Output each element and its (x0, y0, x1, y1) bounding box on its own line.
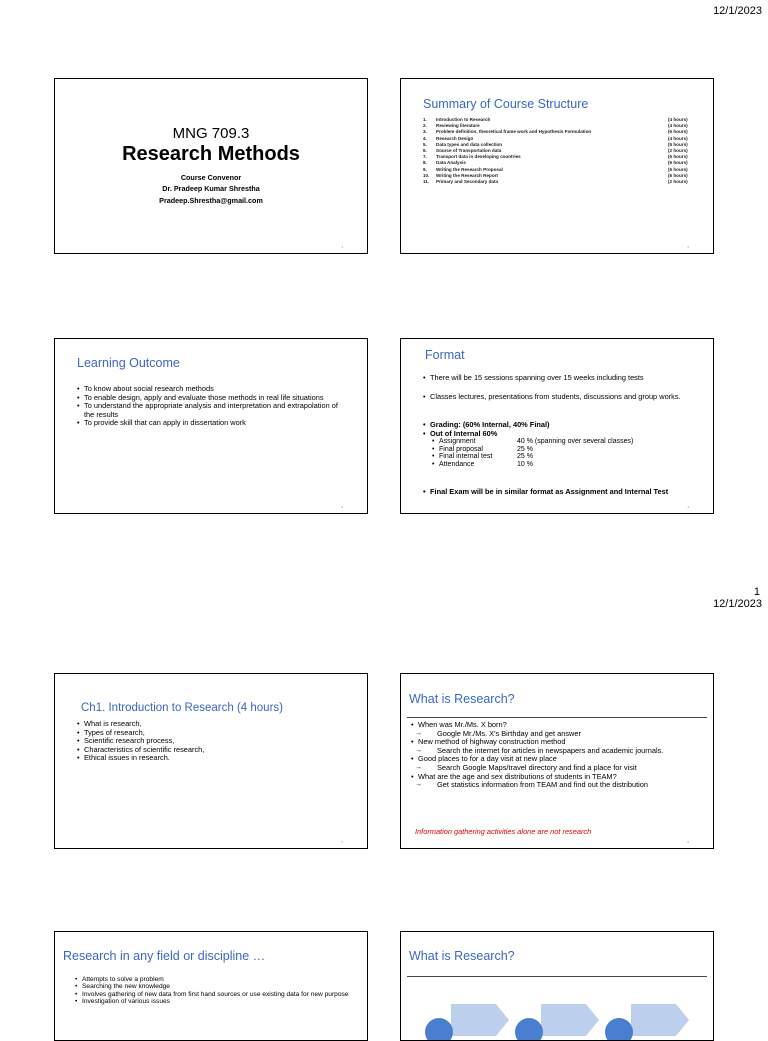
row-number: 11. (423, 179, 430, 185)
slide-heading: Ch1. Introduction to Research (4 hours) (81, 702, 283, 714)
row-topic: Problem definition, theoretical frame work and Hypothesis Formulation (436, 129, 592, 135)
slide-number: 4 (687, 505, 689, 509)
slide-number: 1 (341, 245, 343, 249)
convenor-name: Dr. Pradeep Kumar Shrestha (162, 184, 260, 193)
row-topic: Writing the Research Proposal (436, 166, 503, 172)
process-arrow (631, 1004, 689, 1036)
row-topic: Research Design (436, 135, 474, 141)
list-item: • Searching the new knowledge (75, 983, 355, 990)
grading-item: • Grading: (60% Internal, 40% Final) (423, 421, 703, 430)
slide-heading: Research in any field or discipline … (63, 949, 266, 963)
course-title: Research Methods (122, 143, 300, 165)
course-structure-table (423, 117, 698, 185)
slide-heading: Summary of Course Structure (423, 97, 589, 111)
list-item: • Attempts to solve a problem (75, 976, 355, 983)
slide-research-field (54, 931, 368, 1041)
row-hours: (4 hours) (668, 135, 688, 141)
row-hours: (4 hours) (668, 123, 688, 129)
list-item: • Scientific research process, (77, 737, 347, 746)
list-item: • Ethical issues in research. (77, 754, 347, 763)
row-number: 3. (423, 129, 427, 135)
convenor-email: Pradeep.Shrestha@gmail.com (159, 196, 263, 205)
row-topic: Data types and data collection (436, 141, 503, 147)
row-number: 8. (423, 160, 427, 166)
row-hours: (6 hours) (668, 160, 688, 166)
heading-divider (407, 976, 707, 977)
list-item: • To understand the appropriate analysis and interpretation and extrapolation of the results (77, 402, 347, 419)
page-number: 1 (753, 586, 760, 598)
slide-number: 6 (687, 840, 689, 844)
slide-number: 5 (341, 840, 343, 844)
row-number: 6. (423, 148, 427, 154)
page-date-mid: 12/1/2023 (713, 598, 762, 610)
course-code: MNG 709.3 (172, 125, 250, 142)
slide-heading: What is Research? (409, 949, 515, 963)
row-hours: (6 hours) (668, 172, 688, 178)
question-item: • When was Mr./Ms. X born? (411, 721, 711, 730)
list-item: • Involves gathering of new data from first hand sources or use existing data for new purpose (75, 991, 355, 998)
list-item: • There will be 15 sessions spanning over 15 weeks including tests (423, 374, 703, 383)
row-topic: Primary and Secondary data (436, 179, 499, 185)
row-number: 10. (423, 172, 430, 178)
slide-heading: Format (425, 348, 465, 362)
list-item: • Characteristics of scientific research, (77, 746, 347, 755)
grade-row: • Assignment 40 % (spanning over several classes) (432, 438, 634, 445)
list-item: • Types of research, (77, 729, 347, 738)
row-number: 4. (423, 135, 427, 141)
row-number: 1. (423, 117, 427, 122)
process-circle (605, 1018, 633, 1041)
page-date-top: 12/1/2023 (713, 5, 762, 17)
row-number: 2. (423, 123, 427, 129)
format-list (423, 374, 703, 383)
table-row (423, 179, 698, 185)
heading-divider (407, 717, 707, 718)
row-number: 9. (423, 166, 427, 172)
answer-item: → Search Google Maps/travel directory and find a place for visit (411, 764, 711, 773)
row-topic: Data Analysis (436, 160, 466, 166)
row-number: 7. (423, 154, 427, 160)
research-field-list (75, 976, 355, 1006)
process-arrow (541, 1004, 599, 1036)
row-topic: Reviewing literature (436, 123, 480, 129)
slide-number: 2 (687, 245, 689, 249)
grade-row: • Final proposal 25 % (432, 445, 533, 453)
list-item: • To enable design, apply and evaluate those methods in real life situations (77, 394, 347, 403)
format-list (423, 393, 703, 402)
slide-heading: What is Research? (409, 692, 515, 706)
internal-breakdown (432, 438, 692, 468)
internal-item: • Out of Internal 60% (423, 430, 703, 439)
answer-item: → Search the internet for articles in newspapers and academic journals. (411, 747, 711, 756)
slide-what-is-research (400, 673, 714, 849)
convenor-label: Course Convenor (180, 173, 242, 182)
answer-item: → Google Mr./Ms. X's Birthday and get answer (411, 730, 711, 739)
question-item: • New method of highway construction method (411, 738, 711, 747)
row-hours: (6 hours) (668, 129, 688, 135)
slide-learning-outcome (54, 338, 368, 514)
process-arrow (451, 1004, 509, 1036)
question-item: • What are the age and sex distributions of students in TEAM? (411, 773, 711, 782)
row-hours: (6 hours) (668, 154, 688, 160)
process-circle (425, 1018, 453, 1041)
row-number: 5. (423, 141, 427, 147)
grade-row: • Final internal test 25 % (432, 453, 533, 461)
slide-number: 3 (341, 505, 343, 509)
list-item: • To know about social research methods (77, 385, 347, 394)
research-note: Information gathering activities alone are not research (415, 827, 592, 836)
list-item: • To provide skill that can apply in dissertation work (77, 419, 347, 428)
row-hours: (4 hours) (668, 117, 688, 122)
grading-list (423, 421, 703, 438)
slide-what-is-research-2 (400, 931, 714, 1041)
slide-heading: Learning Outcome (77, 356, 180, 370)
row-hours: (2 hours) (668, 179, 688, 185)
list-item: • Investigation of various issues (75, 998, 355, 1005)
final-exam-item: • Final Exam will be in similar format as Assignment and Internal Test (423, 488, 708, 497)
slide-title (54, 78, 368, 254)
list-item: • Classes lectures, presentations from students, discussions and group works. (423, 393, 703, 402)
row-topic: Writing the Research Report (436, 172, 498, 178)
row-topic: Transport data in developing countries (436, 154, 521, 160)
final-exam-list (423, 488, 708, 497)
row-hours: (6 hours) (668, 166, 688, 172)
process-diagram (401, 992, 714, 1041)
list-item: • What is research, (77, 720, 347, 729)
chapter-topics (77, 720, 347, 763)
row-topic: Introduction to Research (436, 117, 491, 122)
process-circle (515, 1018, 543, 1041)
row-hours: (5 hours) (668, 141, 688, 147)
grade-row: • Attendance 10 % (432, 460, 533, 468)
row-topic: Source of Transportation data (436, 148, 502, 154)
slide-course-structure (400, 78, 714, 254)
answer-item: → Get statistics information from TEAM and find out the distribution (411, 781, 711, 790)
slide-format (400, 338, 714, 514)
outcome-list (77, 385, 347, 428)
research-examples (411, 721, 711, 790)
row-hours: (2 hours) (668, 148, 688, 154)
slide-chapter-1 (54, 673, 368, 849)
question-item: • Good places to for a day visit at new place (411, 755, 711, 764)
